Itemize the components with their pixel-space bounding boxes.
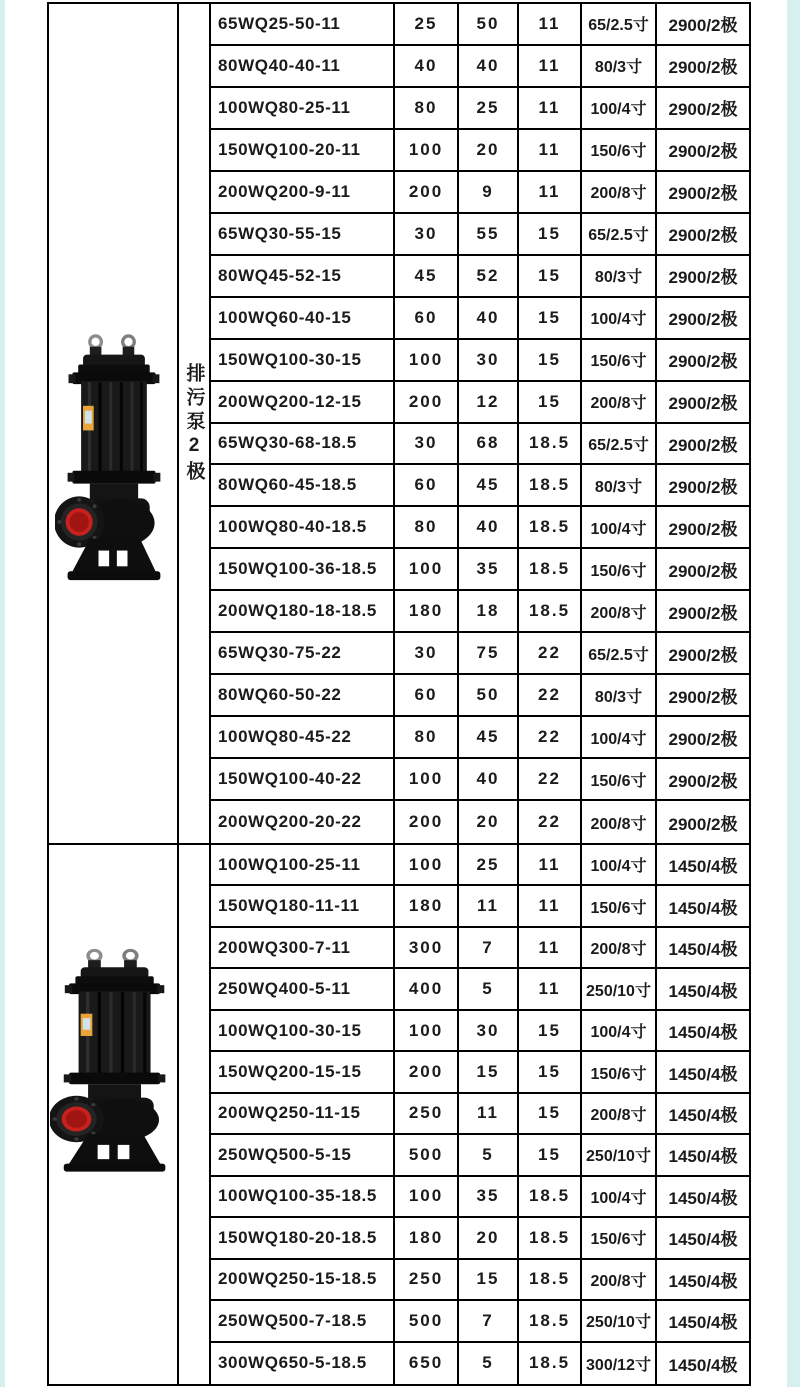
power-cell: 22 [519, 633, 582, 675]
speed-cell: 1450/4极 [657, 886, 749, 927]
table-section-2 [49, 845, 749, 1384]
category-label: 排污泵2极 [183, 362, 205, 485]
flow-cell: 180 [395, 1218, 459, 1259]
outlet-cell: 250/10寸 [582, 1135, 657, 1176]
submersible-sewage-pump-photo [50, 945, 177, 1177]
speed-cell: 1450/4极 [657, 1094, 749, 1135]
power-cell: 11 [519, 845, 582, 886]
outlet-cell: 200/8寸 [582, 1260, 657, 1301]
outlet-cell: 200/8寸 [582, 591, 657, 633]
power-cell: 18.5 [519, 1218, 582, 1259]
model-cell: 150WQ180-11-11 [211, 886, 395, 927]
speed-cell: 1450/4极 [657, 969, 749, 1010]
head-cell: 75 [459, 633, 519, 675]
head-cell: 40 [459, 759, 519, 801]
speed-cell: 2900/2极 [657, 46, 749, 88]
model-cell: 200WQ200-9-11 [211, 172, 395, 214]
power-cell: 11 [519, 130, 582, 172]
flow-cell: 60 [395, 675, 459, 717]
head-cell: 68 [459, 424, 519, 466]
speed-cell: 2900/2极 [657, 256, 749, 298]
speed-cell: 1450/4极 [657, 1011, 749, 1052]
speed-cell: 2900/2极 [657, 759, 749, 801]
power-cell: 11 [519, 886, 582, 927]
power-cell: 11 [519, 46, 582, 88]
model-cell: 100WQ80-25-11 [211, 88, 395, 130]
outlet-cell: 100/4寸 [582, 845, 657, 886]
outlet-cell: 200/8寸 [582, 801, 657, 843]
flow-cell: 100 [395, 1011, 459, 1052]
outlet-cell: 100/4寸 [582, 1177, 657, 1218]
power-cell: 22 [519, 675, 582, 717]
power-cell: 15 [519, 1052, 582, 1093]
model-cell: 200WQ200-20-22 [211, 801, 395, 843]
speed-cell: 2900/2极 [657, 549, 749, 591]
outlet-cell: 150/6寸 [582, 549, 657, 591]
model-cell: 300WQ650-5-18.5 [211, 1343, 395, 1384]
outlet-cell: 250/10寸 [582, 969, 657, 1010]
model-cell: 200WQ300-7-11 [211, 928, 395, 969]
flow-cell: 500 [395, 1135, 459, 1176]
outlet-cell: 100/4寸 [582, 717, 657, 759]
power-cell: 18.5 [519, 549, 582, 591]
model-cell: 80WQ45-52-15 [211, 256, 395, 298]
outlet-cell: 150/6寸 [582, 759, 657, 801]
speed-cell: 1450/4极 [657, 1260, 749, 1301]
speed-cell: 2900/2极 [657, 633, 749, 675]
head-cell: 35 [459, 1177, 519, 1218]
outlet-cell: 80/3寸 [582, 46, 657, 88]
model-cell: 80WQ60-45-18.5 [211, 465, 395, 507]
flow-cell: 400 [395, 969, 459, 1010]
speed-cell: 2900/2极 [668, 814, 738, 834]
model-cell: 65WQ30-75-22 [211, 633, 395, 675]
head-cell: 15 [459, 1260, 519, 1301]
model-cell: 150WQ100-20-11 [211, 130, 395, 172]
model-cell: 200WQ250-11-15 [211, 1094, 395, 1135]
model-cell: 65WQ30-68-18.5 [211, 424, 395, 466]
power-cell: 15 [519, 1135, 582, 1176]
speed-cell: 2900/2极 [657, 382, 749, 424]
speed-cell: 1450/4极 [657, 928, 749, 969]
outlet-cell: 65/2.5寸 [582, 4, 657, 46]
model-cell: 65WQ25-50-11 [211, 4, 395, 46]
power-cell: 15 [519, 340, 582, 382]
power-cell: 11 [519, 4, 582, 46]
model-cell: 150WQ100-40-22 [211, 759, 395, 801]
speed-cell: 2900/2极 [657, 717, 749, 759]
flow-cell: 25 [395, 4, 459, 46]
flow-cell: 100 [395, 759, 459, 801]
flow-cell: 60 [395, 465, 459, 507]
flow-cell: 500 [395, 1301, 459, 1342]
head-cell: 35 [459, 549, 519, 591]
outlet-cell: 150/6寸 [582, 886, 657, 927]
speed-cell: 1450/4极 [657, 1218, 749, 1259]
flow-cell: 30 [395, 214, 459, 256]
head-cell: 40 [459, 298, 519, 340]
head-cell: 15 [459, 1052, 519, 1093]
outlet-cell: 150/6寸 [582, 1052, 657, 1093]
head-cell: 20 [459, 130, 519, 172]
page-left-edge-strip [0, 0, 5, 1387]
head-cell: 20 [459, 1218, 519, 1259]
head-cell: 11 [459, 1094, 519, 1135]
outlet-cell: 200/8寸 [582, 172, 657, 214]
speed-cell: 2900/2极 [657, 507, 749, 549]
flow-cell: 300 [395, 928, 459, 969]
model-cell: 200WQ180-18-18.5 [211, 591, 395, 633]
power-cell: 18.5 [519, 507, 582, 549]
model-cell: 150WQ100-30-15 [211, 340, 395, 382]
model-cell: 80WQ60-50-22 [211, 675, 395, 717]
outlet-cell: 250/10寸 [582, 1301, 657, 1342]
page-right-edge-strip [787, 0, 800, 1387]
power-cell: 18.5 [519, 1301, 582, 1342]
power-cell: 18.5 [519, 591, 582, 633]
flow-cell: 250 [395, 1094, 459, 1135]
speed-cell: 1450/4极 [657, 1301, 749, 1342]
flow-cell: 80 [395, 507, 459, 549]
speed-cell: 2900/2极 [657, 88, 749, 130]
head-cell: 45 [459, 717, 519, 759]
outlet-cell: 100/4寸 [582, 1011, 657, 1052]
power-cell: 22 [519, 801, 582, 843]
speed-cell: 1450/4极 [657, 1177, 749, 1218]
speed-cell: 2900/2极 [657, 675, 749, 717]
flow-cell: 30 [395, 424, 459, 466]
flow-cell: 45 [395, 256, 459, 298]
model-cell: 150WQ200-15-15 [211, 1052, 395, 1093]
speed-cell: 2900/2极 [657, 591, 749, 633]
category-label-cell [179, 845, 211, 1384]
pump-photo-cell [49, 4, 179, 843]
flow-cell: 180 [395, 886, 459, 927]
speed-cell: 1450/4极 [657, 845, 749, 886]
model-cell: 200WQ250-15-18.5 [211, 1260, 395, 1301]
outlet-cell: 200/8寸 [582, 1094, 657, 1135]
flow-cell: 100 [395, 130, 459, 172]
power-cell: 18.5 [519, 1343, 582, 1384]
speed-cell: 2900/2极 [657, 4, 749, 46]
flow-cell: 200 [395, 382, 459, 424]
table-section-1 [49, 4, 749, 845]
submersible-sewage-pump-photo [55, 330, 171, 586]
flow-cell: 100 [395, 549, 459, 591]
power-cell: 15 [519, 382, 582, 424]
head-cell: 20 [459, 801, 519, 843]
model-cell: 150WQ100-36-18.5 [211, 549, 395, 591]
flow-cell: 60 [395, 298, 459, 340]
model-cell: 250WQ500-5-15 [211, 1135, 395, 1176]
speed-cell: 2900/2极 [657, 172, 749, 214]
head-cell: 25 [459, 845, 519, 886]
head-cell: 50 [459, 675, 519, 717]
outlet-cell: 150/6寸 [582, 130, 657, 172]
head-cell: 5 [459, 1343, 519, 1384]
outlet-cell: 150/6寸 [582, 1218, 657, 1259]
head-cell: 45 [459, 465, 519, 507]
head-cell: 11 [459, 886, 519, 927]
head-cell: 7 [459, 928, 519, 969]
power-cell: 18.5 [519, 1260, 582, 1301]
outlet-cell: 300/12寸 [582, 1343, 657, 1384]
power-cell: 18.5 [519, 1177, 582, 1218]
speed-cell: 1450/4极 [668, 1355, 738, 1375]
flow-cell: 650 [395, 1343, 459, 1384]
flow-cell: 100 [395, 845, 459, 886]
power-cell: 11 [519, 969, 582, 1010]
model-cell: 150WQ180-20-18.5 [211, 1218, 395, 1259]
power-cell: 15 [519, 214, 582, 256]
flow-cell: 30 [395, 633, 459, 675]
head-cell: 5 [459, 1135, 519, 1176]
flow-cell: 200 [395, 1052, 459, 1093]
category-label-cell [179, 4, 211, 843]
model-cell: 100WQ100-35-18.5 [211, 1177, 395, 1218]
model-cell: 65WQ30-55-15 [211, 214, 395, 256]
head-cell: 40 [459, 507, 519, 549]
pump-spec-table [47, 2, 751, 1386]
head-cell: 40 [459, 46, 519, 88]
head-cell: 5 [459, 969, 519, 1010]
speed-cell: 2900/2极 [657, 298, 749, 340]
outlet-cell: 80/3寸 [582, 256, 657, 298]
speed-cell: 2900/2极 [657, 130, 749, 172]
outlet-cell: 80/3寸 [582, 465, 657, 507]
pump-photo-cell [49, 845, 179, 1384]
model-cell: 100WQ100-30-15 [211, 1011, 395, 1052]
outlet-cell: 100/4寸 [582, 298, 657, 340]
flow-cell: 80 [395, 717, 459, 759]
outlet-cell: 200/8寸 [582, 382, 657, 424]
outlet-cell: 150/6寸 [582, 340, 657, 382]
model-cell: 80WQ40-40-11 [211, 46, 395, 88]
speed-cell: 2900/2极 [657, 424, 749, 466]
flow-cell: 180 [395, 591, 459, 633]
outlet-cell: 65/2.5寸 [582, 633, 657, 675]
flow-cell: 200 [395, 172, 459, 214]
flow-cell: 40 [395, 46, 459, 88]
power-cell: 18.5 [519, 424, 582, 466]
flow-cell: 100 [395, 340, 459, 382]
speed-cell: 1450/4极 [657, 1135, 749, 1176]
power-cell: 11 [519, 928, 582, 969]
head-cell: 50 [459, 4, 519, 46]
power-cell: 22 [519, 759, 582, 801]
power-cell: 18.5 [519, 465, 582, 507]
flow-cell: 200 [395, 801, 459, 843]
power-cell: 11 [519, 88, 582, 130]
head-cell: 52 [459, 256, 519, 298]
outlet-cell: 100/4寸 [582, 507, 657, 549]
speed-cell: 2900/2极 [657, 214, 749, 256]
flow-cell: 250 [395, 1260, 459, 1301]
speed-cell: 2900/2极 [657, 465, 749, 507]
speed-cell: 2900/2极 [657, 340, 749, 382]
outlet-cell: 200/8寸 [582, 928, 657, 969]
model-cell: 100WQ80-40-18.5 [211, 507, 395, 549]
head-cell: 12 [459, 382, 519, 424]
power-cell: 15 [519, 256, 582, 298]
flow-cell: 80 [395, 88, 459, 130]
power-cell: 15 [519, 298, 582, 340]
outlet-cell: 80/3寸 [582, 675, 657, 717]
model-cell: 250WQ500-7-18.5 [211, 1301, 395, 1342]
model-cell: 200WQ200-12-15 [211, 382, 395, 424]
model-cell: 250WQ400-5-11 [211, 969, 395, 1010]
model-cell: 100WQ80-45-22 [211, 717, 395, 759]
power-cell: 22 [519, 717, 582, 759]
power-cell: 15 [519, 1094, 582, 1135]
power-cell: 15 [519, 1011, 582, 1052]
head-cell: 30 [459, 340, 519, 382]
head-cell: 7 [459, 1301, 519, 1342]
flow-cell: 100 [395, 1177, 459, 1218]
model-cell: 100WQ60-40-15 [211, 298, 395, 340]
model-cell: 100WQ100-25-11 [211, 845, 395, 886]
head-cell: 25 [459, 88, 519, 130]
outlet-cell: 65/2.5寸 [582, 214, 657, 256]
head-cell: 9 [459, 172, 519, 214]
head-cell: 55 [459, 214, 519, 256]
outlet-cell: 65/2.5寸 [582, 424, 657, 466]
speed-cell: 1450/4极 [657, 1052, 749, 1093]
head-cell: 30 [459, 1011, 519, 1052]
outlet-cell: 100/4寸 [582, 88, 657, 130]
power-cell: 11 [519, 172, 582, 214]
head-cell: 18 [459, 591, 519, 633]
